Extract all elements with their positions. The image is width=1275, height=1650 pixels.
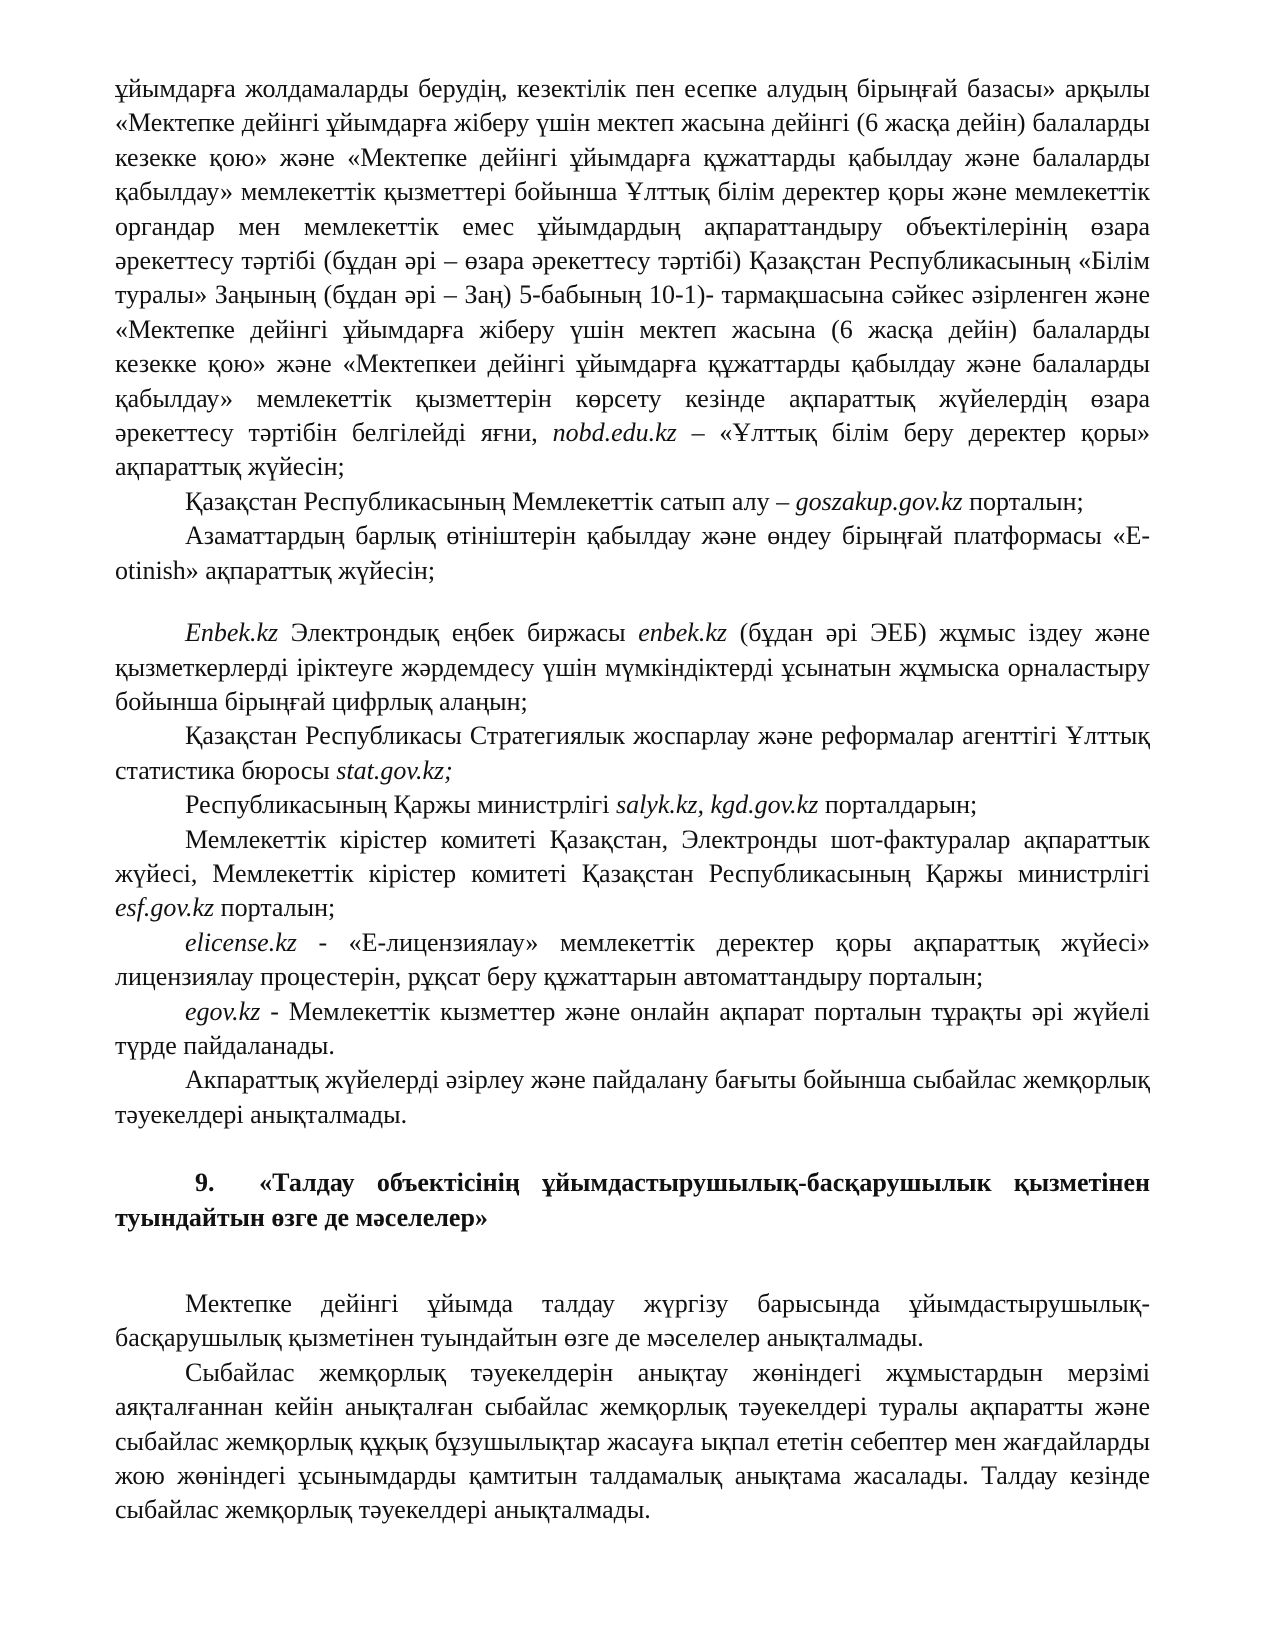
paragraph-text: – «Ұлттық білім беру деректер қоры» ақпараттық жүйесін; xyxy=(115,418,1150,482)
portal-name-elicense: elicense.kz xyxy=(185,927,297,957)
paragraph-text: порталдарын; xyxy=(818,790,978,820)
paragraph-text: (бұдан әрі ЭЕБ) жұмыс іздеу және қызметкерлерді іріктеуге жәрдемдесу үшін мүмкіндіктерді ұсынатын жұмыска орналастыру бойынша бірыңғай цифрлық алаңын; xyxy=(115,618,1151,716)
paragraph-stat xyxy=(115,719,1150,788)
paragraph-elicense xyxy=(115,926,1150,995)
paragraph-goszakup xyxy=(115,485,1150,519)
paragraph-text: - Мемлекеттік кызметтер және онлайн ақпарат порталын тұрақты әрі жүйелі түрде пайдаланады. xyxy=(115,996,1150,1060)
section-number: 9. xyxy=(195,1168,215,1198)
paragraph-it-risks: Акпараттық жүйелерді әзірлеу және пайдалану бағыты бойынша сыбайлас жемқорлық тәуекелдері анықталмады. xyxy=(115,1065,1150,1129)
paragraph-enbek xyxy=(115,616,1150,719)
portal-name-enbek-url: enbek.kz xyxy=(638,618,727,648)
paragraph-salyk xyxy=(115,788,1150,822)
paragraph-text: Қазақстан Республикасы Стратегиялык жоспарлау және реформалар агенттігі Ұлттық статистика бюросы xyxy=(115,721,1150,785)
paragraph-text: порталын; xyxy=(214,893,336,923)
portal-name-salyk: salyk.kz, kgd.gov.kz xyxy=(615,790,819,820)
portal-name-goszakup: goszakup.gov.kz xyxy=(795,486,963,516)
paragraph-e-otinish: Азаматтардың барлық өтiнiштерін қабылдау және өндеу бірыңғай платформасы «E-otinish» ақпараттық жүйесін; xyxy=(115,521,1150,585)
portal-name-egov: egov.kz xyxy=(185,996,261,1026)
paragraph-text: Қазақстан Республикасының Мемлекеттік сатып алу – xyxy=(185,486,796,516)
section-heading xyxy=(115,1166,1150,1235)
paragraph-text: порталын; xyxy=(962,486,1084,516)
paragraph-esf xyxy=(115,823,1150,926)
portal-name-enbek: Enbek.kz xyxy=(185,618,279,648)
paragraph-text: - «Е-лицензиялау» мемлекеттік деректер қоры ақпараттық жүйесі» лицензиялау процестерін, рұқсат беру құжаттарын автоматтандыру порталын; xyxy=(115,927,1150,992)
portal-name-stat: stat.gov.kz; xyxy=(336,755,453,785)
paragraph-conclusion: Сыбайлас жемқорлық тәуекелдерін анықтау жөніндегі жұмыстардын мерзімі аяқталғаннан кейін анықталған сыбайлас жемқорлық тәуекелдері туралы ақпаратты және сыбайлас жемқорлық құқық бұзушылықтар жасауға ықпал ететін себептер мен жағдайларды жою жөніндегі ұсынымдарды қамтитын талдамалық анықтама жасалады. Талдау кезінде сыбайлас жемқорлық тәуекелдері анықталмады. xyxy=(115,1357,1150,1525)
document-page xyxy=(115,72,1150,1528)
paragraph-text: ұйымдарға жолдамаларды берудің, кезектілік пен есепке алудың бірыңғай базасы» арқылы «Мектепке дейінгі ұйымдарға жіберу үшін мектеп жасына дейінгі (6 жасқа дейін) балаларды кезекке қою» және «Мектепке дейінгі ұйымдарға құжаттарды қабылдау және балаларды қабылдау» мемлекеттік қызметтері бойынша Ұлттық білім деректер қоры және мемлекеттік органдар мен мемлекеттік емес ұйымдардың ақпараттандыру объектілерінің өзара әрекеттесу тәртібі (бұдан әрі – өзара әрекеттесу тәртібі) Қазақстан Республикасының «Білім туралы» Заңының (бұдан әрі – Заң) 5-бабының 10-1)- тармақшасына сәйкес әзірленген және «Мектепке дейінгі ұйымдарға жіберу үшін мектеп жасына (6 жасқа дейін) балаларды кезекке қою» және «Мектепкеи дейінгі ұйымдарға құжаттарды қабылдау және балаларды қабылдау» мемлекеттік қызметтерін көрсету кезінде ақпараттық жүйелердің өзара әрекеттесу тәртібін белгілейді яғни, xyxy=(115,74,1150,448)
paragraph-text: Республикасының Қаржы министрлігі xyxy=(185,790,616,820)
paragraph-egov xyxy=(115,995,1150,1064)
paragraph-text: Мемлекеттік кірістер комитеті Қазақстан, Электронды шот-фактуралар ақпараттык жүйесі, Мемлекеттік кірістер комитеті Қазақстан Республикасының Қаржы министрлігі xyxy=(115,824,1150,888)
portal-name-nobd: nobd.edu.kz xyxy=(552,418,677,448)
portal-name-esf: esf.gov.kz xyxy=(115,893,215,923)
paragraph-other-issues: Мектепке дейінгі ұйымда талдау жүргізу барысында ұйымдастырушылық-басқарушылық қызметінен туындайтын өзге де мәселелер анықталмады. xyxy=(115,1289,1150,1353)
paragraph-text: Электрондық еңбек биржасы xyxy=(278,618,639,648)
section-title: «Талдау объектісінің ұйымдастырушылық-басқарушылык қызметінен туындайтын өзге де мәселелер» xyxy=(115,1168,1150,1232)
paragraph-interaction-order xyxy=(115,72,1150,485)
